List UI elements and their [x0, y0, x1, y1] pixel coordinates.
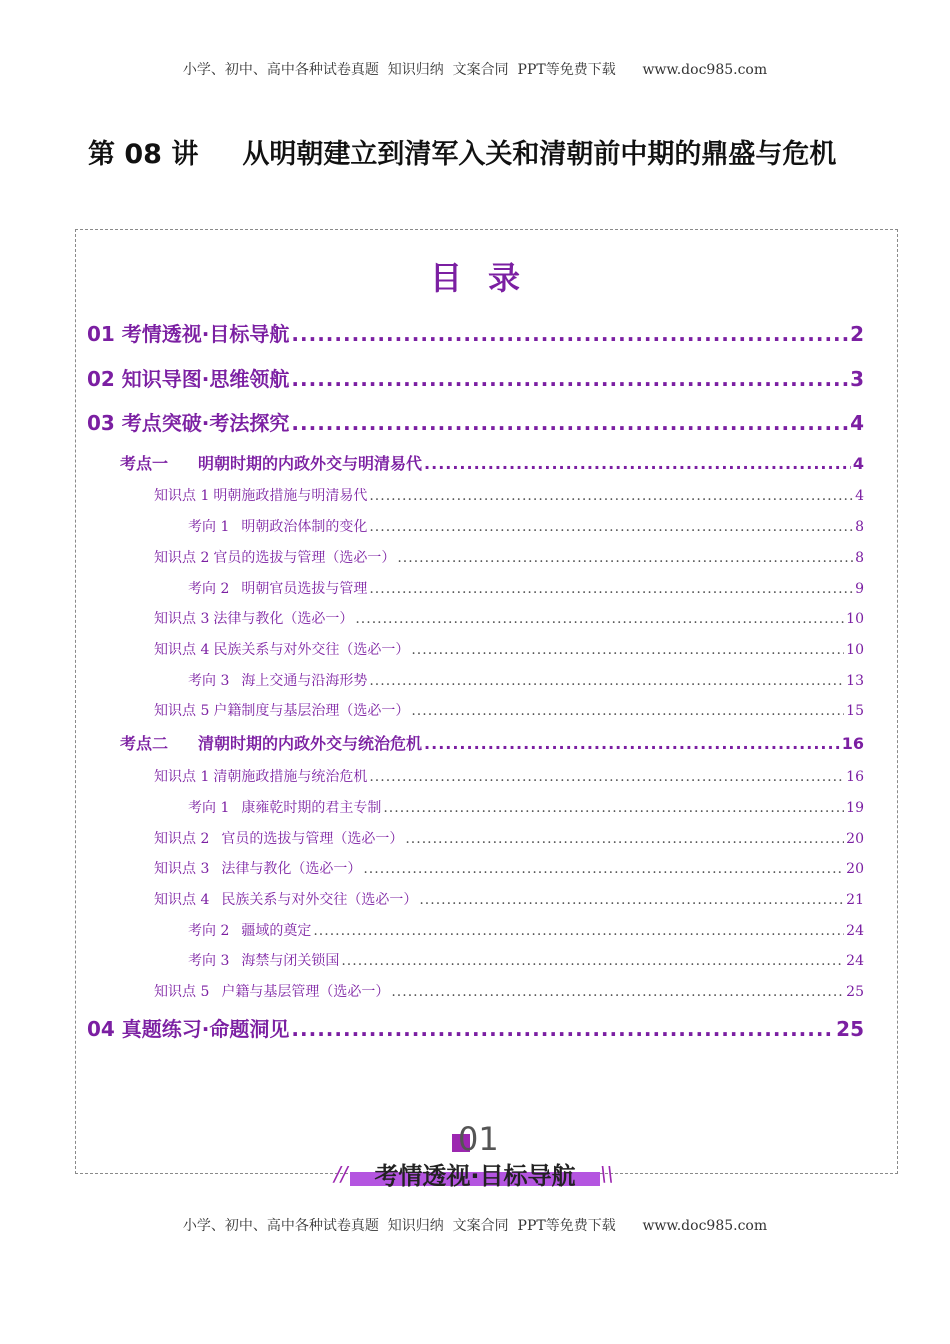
toc-entry-zhishidian[interactable] [154, 889, 864, 909]
toc-entry-prefix: 考向 2 [188, 923, 230, 939]
toc-leader-dots [424, 454, 851, 473]
toc-entry-page: 9 [855, 581, 864, 597]
toc-entry-zhishidian[interactable] [154, 485, 864, 505]
toc-entry-label: 康雍乾时期的君主专制 [241, 800, 382, 816]
toc-leader-dots [341, 953, 844, 969]
toc-entry-kaoxiang[interactable] [188, 797, 864, 817]
toc-entry-prefix: 考向 1 [188, 800, 230, 816]
toc-leader-dots [369, 673, 844, 689]
toc-entry-page: 24 [846, 953, 864, 969]
toc-entry-page: 4 [852, 454, 864, 473]
toc-entry-prefix: 知识点 1 [154, 488, 210, 504]
toc-leader-dots [411, 703, 844, 719]
badge-label: 考情透视·目标导航 [374, 1162, 576, 1190]
toc-entry-prefix: 知识点 4 [154, 642, 210, 658]
toc-entry-zhishidian[interactable] [154, 981, 864, 1001]
toc-entry-prefix: 知识点 3 [154, 861, 210, 877]
badge-number: 01 [458, 1120, 499, 1158]
toc-leader-dots [391, 984, 844, 1000]
lecture-title [88, 132, 888, 171]
toc-entry-label: 02 知识导图·思维领航 [87, 367, 290, 391]
toc-leader-dots [313, 923, 844, 939]
toc-entry-page: 20 [846, 861, 864, 877]
toc-entry-page: 8 [855, 519, 864, 535]
toc-entry-label: 清朝时期的内政外交与统治危机 [198, 734, 423, 753]
toc-leader-dots [419, 892, 844, 908]
toc-leader-dots [411, 642, 844, 658]
toc-leader-dots [291, 367, 848, 391]
toc-entry-label: 01 考情透视·目标导航 [87, 322, 290, 346]
toc-leader-dots [291, 322, 848, 346]
toc-entry-page: 20 [846, 831, 864, 847]
toc-leader-dots [383, 800, 844, 816]
toc-entry-label: 海上交通与沿海形势 [241, 673, 368, 689]
toc-entry-prefix: 考向 2 [188, 581, 230, 597]
toc-entry-label: 清朝施政措施与统治危机 [213, 769, 368, 785]
toc-entry-prefix: 考点一 [120, 454, 169, 473]
toc-entry-zhishidian[interactable] [154, 639, 864, 659]
toc-entry-page: 16 [841, 734, 864, 753]
toc-leader-dots [369, 519, 853, 535]
toc-entry-label: 疆域的奠定 [241, 923, 312, 939]
toc-entry-kaoxiang[interactable] [188, 516, 864, 536]
toc-leader-dots [424, 734, 840, 753]
toc-heading: 目录 [429, 259, 546, 297]
toc-entry-prefix: 考向 1 [188, 519, 230, 535]
toc-entry-prefix: 知识点 5 [154, 703, 210, 719]
toc-entry-zhishidian[interactable] [154, 858, 864, 878]
toc-entry-label: 海禁与闭关锁国 [241, 953, 340, 969]
toc-entry-prefix: 知识点 4 [154, 892, 210, 908]
toc-entry-section-04[interactable] [87, 1013, 864, 1042]
toc-entry-kaodian-2[interactable] [120, 731, 864, 754]
toc-entry-zhishidian[interactable] [154, 766, 864, 786]
toc-entry-prefix: 知识点 2 [154, 550, 210, 566]
toc-entry-zhishidian[interactable] [154, 828, 864, 848]
toc-entry-label: 民族关系与对外交往（选必一） [221, 892, 418, 908]
toc-entry-prefix: 知识点 2 [154, 831, 210, 847]
toc-entry-prefix: 知识点 5 [154, 984, 210, 1000]
toc-entry-label: 03 考点突破·考法探究 [87, 411, 290, 435]
toc-leader-dots [369, 488, 853, 504]
toc-entry-page: 24 [846, 923, 864, 939]
toc-entry-label: 明朝政治体制的变化 [241, 519, 368, 535]
toc-leader-dots [397, 550, 853, 566]
toc-leader-dots [291, 411, 848, 435]
toc-entry-prefix: 考点二 [120, 734, 169, 753]
toc-entry-page: 8 [855, 550, 864, 566]
toc-entry-kaoxiang[interactable] [188, 950, 864, 970]
toc-entry-label: 法律与教化（选必一） [221, 861, 362, 877]
lecture-number: 第 08 讲 [88, 139, 199, 170]
toc-leader-dots [369, 581, 853, 597]
toc-entry-label: 官员的选拔与管理（选必一） [221, 831, 404, 847]
toc-entry-kaoxiang[interactable] [188, 920, 864, 940]
toc-entry-kaodian-1[interactable] [120, 451, 864, 474]
toc-leader-dots [363, 861, 844, 877]
toc-entry-zhishidian[interactable] [154, 608, 864, 628]
toc-entry-kaoxiang[interactable] [188, 670, 864, 690]
toc-entry-page: 2 [850, 322, 864, 346]
toc-entry-prefix: 知识点 1 [154, 769, 210, 785]
page-header: 小学、初中、高中各种试卷真题 知识归纳 文案合同 PPT等免费下载 www.doc985.com [182, 62, 768, 78]
toc-entry-page: 3 [850, 367, 864, 391]
toc-entry-prefix: 知识点 3 [154, 611, 210, 627]
toc-entry-page: 25 [846, 984, 864, 1000]
toc-leader-dots [369, 769, 844, 785]
toc-leader-dots [355, 611, 844, 627]
toc-entry-label: 户籍与基层管理（选必一） [221, 984, 390, 1000]
toc-entry-page: 13 [846, 673, 864, 689]
toc-entry-page: 4 [855, 488, 864, 504]
toc-entry-label: 户籍制度与基层治理（选必一） [213, 703, 410, 719]
toc-entry-prefix: 考向 3 [188, 673, 230, 689]
toc-entry-page: 10 [846, 611, 864, 627]
toc-entry-kaoxiang[interactable] [188, 578, 864, 598]
badge-slash-left: // [334, 1162, 348, 1186]
toc-entry-label: 法律与教化（选必一） [213, 611, 354, 627]
toc-entry-section-03[interactable] [87, 407, 864, 436]
badge-slash-right: \\ [600, 1162, 614, 1186]
toc-entry-page: 15 [846, 703, 864, 719]
toc-entry-label: 官员的选拔与管理（选必一） [213, 550, 396, 566]
lecture-title-text: 从明朝建立到清军入关和清朝前中期的鼎盛与危机 [242, 139, 837, 170]
toc-entry-page: 4 [850, 411, 864, 435]
toc-entry-label: 明朝官员选拔与管理 [241, 581, 368, 597]
toc-entry-label: 明朝施政措施与明清易代 [213, 488, 368, 504]
toc-entry-page: 16 [846, 769, 864, 785]
toc-entry-zhishidian[interactable] [154, 547, 864, 567]
toc-entry-label: 民族关系与对外交往（选必一） [213, 642, 410, 658]
toc-entry-section-02[interactable] [87, 363, 864, 392]
toc-entry-prefix: 考向 3 [188, 953, 230, 969]
toc-entry-label: 04 真题练习·命题洞见 [87, 1017, 290, 1041]
toc-leader-dots [291, 1017, 834, 1041]
toc-entry-page: 10 [846, 642, 864, 658]
toc-entry-label: 明朝时期的内政外交与明清易代 [198, 454, 423, 473]
toc-entry-zhishidian[interactable] [154, 700, 864, 720]
toc-entry-page: 25 [836, 1017, 864, 1041]
toc-leader-dots [405, 831, 844, 847]
page-footer: 小学、初中、高中各种试卷真题 知识归纳 文案合同 PPT等免费下载 www.doc985.com [182, 1218, 768, 1234]
toc-entry-page: 21 [846, 892, 864, 908]
toc-entry-section-01[interactable] [87, 318, 864, 347]
section-badge [330, 1120, 620, 1190]
toc-entry-page: 19 [846, 800, 864, 816]
